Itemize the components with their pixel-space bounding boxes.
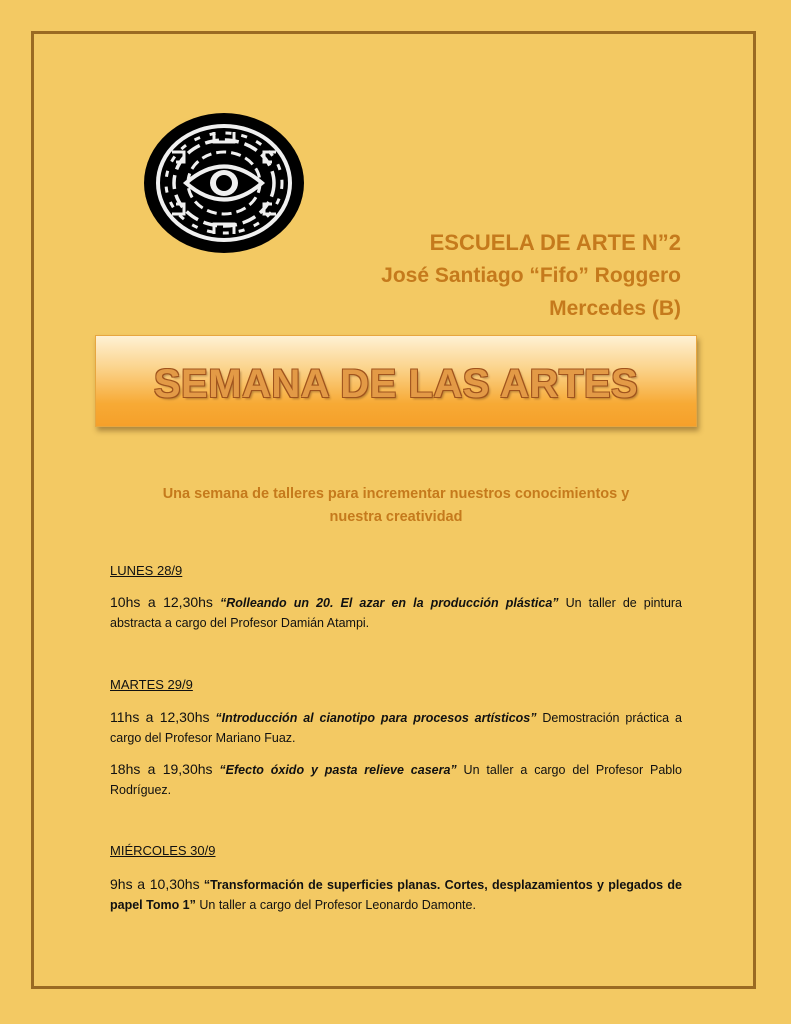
entry-description: Demostración práctica a cargo del Profesor Mariano Fuaz.	[110, 711, 682, 745]
schedule-entry	[110, 592, 682, 633]
entry-description: Un taller a cargo del Profesor Pablo Rodríguez.	[110, 763, 682, 797]
school-name: ESCUELA DE ARTE N”2	[429, 230, 681, 255]
schedule-entry	[110, 707, 682, 748]
entry-time: 18hs a 19,30hs	[110, 761, 213, 777]
school-patron: José Santiago “Fifo” Roggero	[381, 264, 681, 287]
day-heading-martes: MARTES 29/9	[110, 677, 193, 692]
entry-time: 11hs a 12,30hs	[110, 709, 210, 725]
subtitle	[95, 483, 697, 529]
entry-description: Un taller de pintura abstracta a cargo del Profesor Damián Atampi.	[110, 596, 683, 630]
entry-title: “Efecto óxido y pasta relieve casera”	[219, 763, 457, 777]
school-city: Mercedes (B)	[549, 297, 681, 320]
entry-time: 9hs a 10,30hs	[110, 876, 200, 892]
banner-title: SEMANA DE LAS ARTES	[153, 361, 639, 406]
subtitle-line-1: Una semana de talleres para incrementar nuestros conocimientos y	[162, 486, 630, 502]
schedule-entry	[110, 759, 682, 800]
day-heading-lunes: LUNES 28/9	[110, 563, 183, 578]
entry-time: 10hs a 12,30hs	[110, 594, 213, 610]
day-heading-miercoles: MIÉRCOLES 30/9	[110, 843, 216, 858]
subtitle-line-2: nuestra creatividad	[329, 509, 463, 525]
entry-title: “Rolleando un 20. El azar en la producción plástica”	[220, 596, 559, 610]
schedule-entry	[110, 874, 682, 915]
school-info	[381, 226, 681, 325]
school-logo-icon	[142, 112, 306, 254]
entry-description: Un taller a cargo del Profesor Leonardo Damonte.	[199, 898, 476, 912]
entry-title: “Transformación de superficies planas. Cortes, desplazamientos y plegados de papel Tomo 1”	[110, 878, 682, 912]
entry-title: “Introducción al cianotipo para procesos artísticos”	[215, 711, 537, 725]
title-banner	[95, 335, 697, 427]
